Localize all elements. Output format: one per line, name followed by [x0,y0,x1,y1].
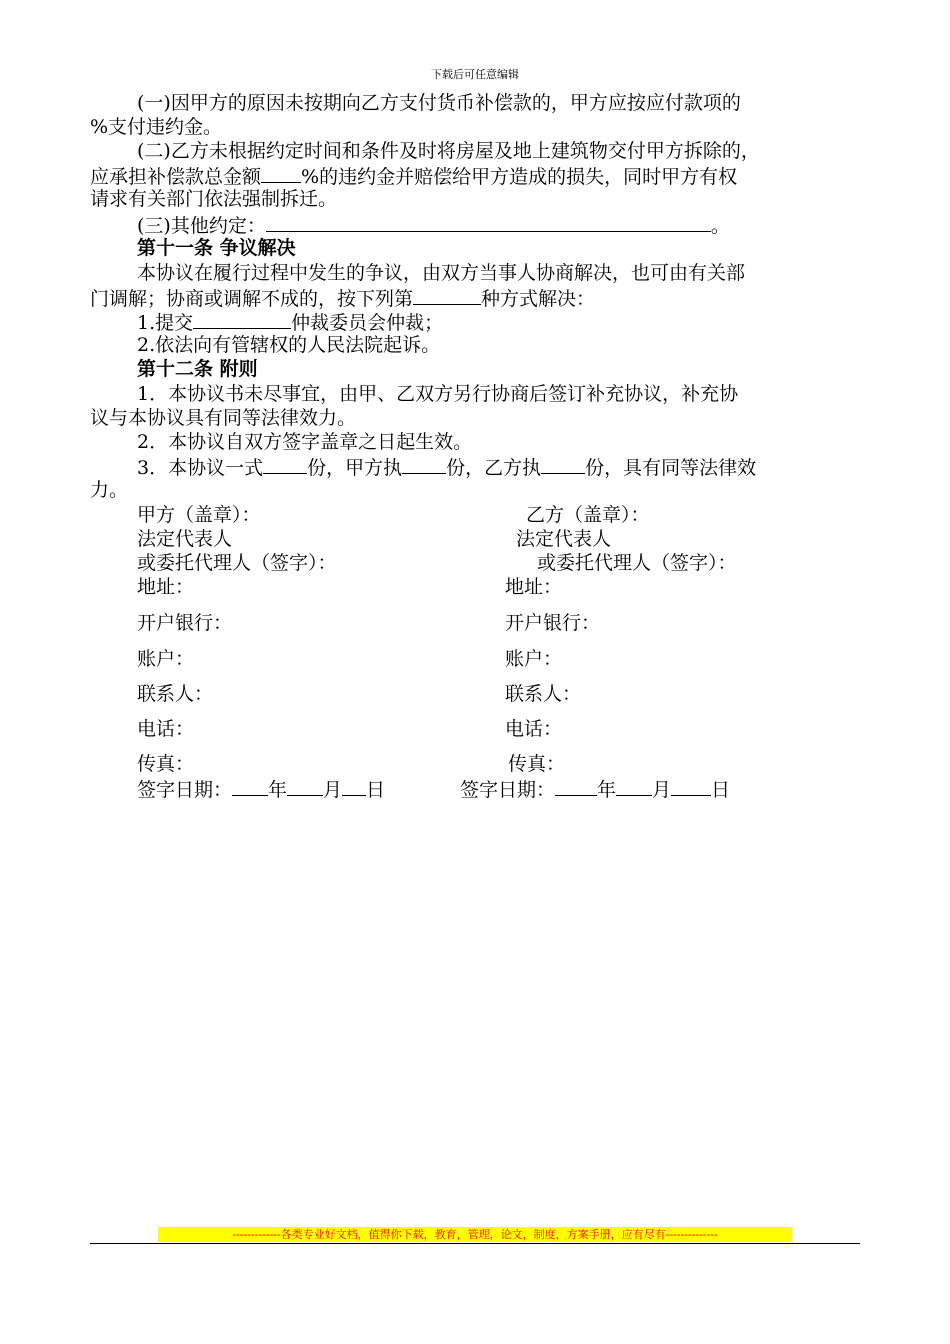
footer-banner: -------------各类专业好文档，值得你下载，教育，管理，论文，制度，方案手册，应有尽有-------------- [158,1227,792,1242]
blank-percentage[interactable] [261,164,301,183]
article-12-title: 第十二条 附则 [137,358,258,380]
blank-day-a[interactable] [342,777,366,796]
blank-arbitration[interactable] [193,310,291,329]
blank-other-terms[interactable] [266,213,711,232]
clause-other: (三)其他约定： 。 [137,215,730,237]
blank-day-b[interactable] [671,777,711,796]
sign-date-a: 签字日期： 年 月 日 [137,779,386,801]
sign-date-b: 签字日期： 年 月 日 [460,779,731,801]
blank-method[interactable] [413,286,481,305]
blank-year-a[interactable] [232,777,268,796]
blank-copies-b[interactable] [541,455,585,474]
blank-year-b[interactable] [555,777,597,796]
blank-month-b[interactable] [616,777,652,796]
blank-copies[interactable] [263,455,307,474]
page-header: 下载后可任意编辑 [431,68,519,81]
blank-month-a[interactable] [287,777,323,796]
article-11-title: 第十一条 争议解决 [137,237,296,259]
footer-divider [90,1243,860,1244]
blank-copies-a[interactable] [402,455,446,474]
